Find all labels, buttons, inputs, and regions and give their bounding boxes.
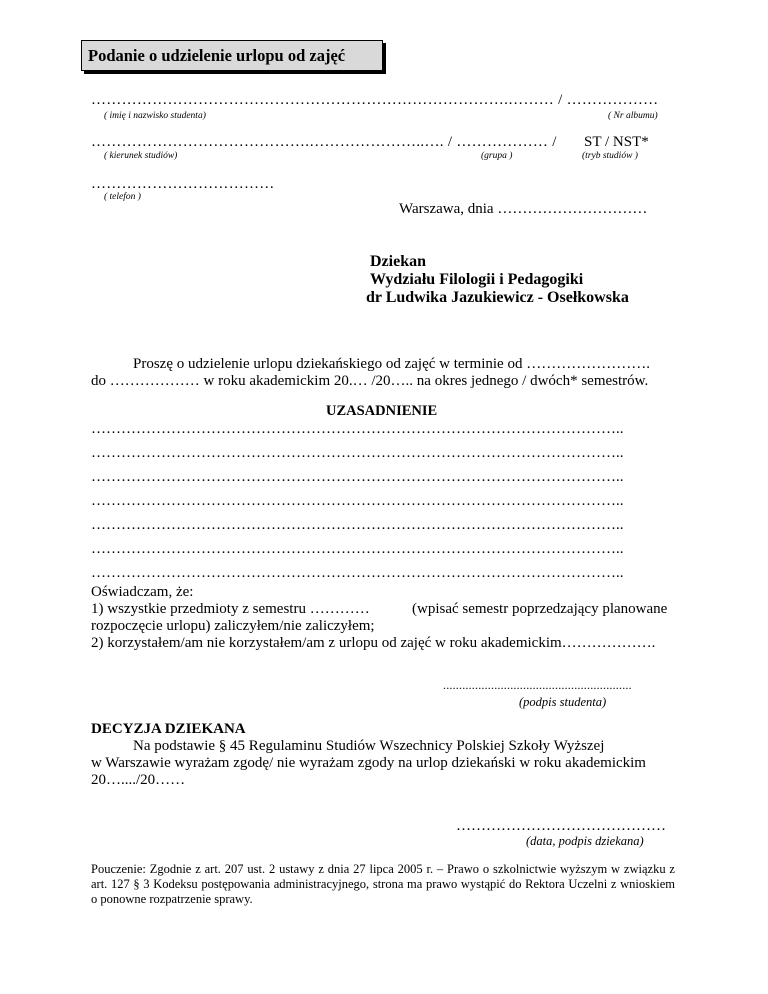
dean-signature-line[interactable]: …………………………………… [456, 818, 666, 834]
album-number-caption: ( Nr albumu) [608, 111, 658, 121]
dean-signature-caption: (data, podpis dziekana) [526, 834, 644, 848]
justification-line[interactable]: …………………………………………………………………………………………….. [91, 565, 624, 581]
addressee-title: Dziekan [370, 253, 426, 270]
declaration-item-1-end: rozpoczęcie urlopu) zaliczyłem/nie zaliczyłem; [91, 618, 375, 634]
decision-line-3: 20…..../20…… [91, 772, 186, 788]
justification-line[interactable]: …………………………………………………………………………………………….. [91, 517, 624, 533]
phone-field[interactable]: ……………………………… [91, 176, 275, 192]
declaration-item-1-start: 1) wszystkie przedmioty z semestru ………… [91, 601, 370, 617]
justification-line[interactable]: …………………………………………………………………………………………….. [91, 541, 624, 557]
justification-line[interactable]: …………………………………………………………………………………………….. [91, 421, 624, 437]
justification-line[interactable]: …………………………………………………………………………………………….. [91, 493, 624, 509]
student-signature-caption: (podpis studenta) [519, 695, 607, 709]
field-of-study-caption: ( kierunek studiów) [104, 151, 178, 161]
declaration-item-1-note: (wpisać semestr poprzedzający planowane [412, 601, 668, 617]
justification-line[interactable]: …………………………………………………………………………………………….. [91, 469, 624, 485]
addressee-name: dr Ludwika Jazukiewicz - Osełkowska [366, 289, 629, 306]
study-mode-caption: (tryb studiów ) [582, 151, 638, 161]
form-title: Podanie o udzielenie urlopu od zajęć [81, 40, 383, 71]
study-mode-options[interactable]: ST / NST* [584, 134, 649, 150]
phone-caption: ( telefon ) [104, 192, 141, 202]
request-line-2: do ……………… w roku akademickim 20.… /20….. na okres jednego / dwóch* semestrów. [91, 373, 649, 389]
declaration-item-2: 2) korzystałem/am nie korzystałem/am z urlopu od zajęć w roku akademickim………………. [91, 635, 656, 651]
decision-heading: DECYZJA DZIEKANA [91, 721, 246, 737]
legal-notice: Pouczenie: Zgodnie z art. 207 ust. 2 ustawy z dnia 27 lipca 2005 r. – Prawo o szkolnictwie wyższym w związku z art. 127 § 3 Kodeksu postępowania administracyjnego, strona ma prawo wystąpić do Rektora Uczelni z wnioskiem o ponowne rozpatrzenie sprawy. [91, 862, 675, 906]
request-line-1: Proszę o udzielenie urlopu dziekańskiego od zajęć w terminie od ……………………. [133, 356, 650, 372]
justification-line[interactable]: …………………………………………………………………………………………….. [91, 445, 624, 461]
student-name-caption: ( imię i nazwisko studenta) [104, 111, 206, 121]
decision-line-1: Na podstawie § 45 Regulaminu Studiów Wszechnicy Polskiej Szkoły Wyższej [133, 738, 605, 754]
student-signature-line[interactable]: ........................................................... [443, 678, 632, 692]
declaration-intro: Oświadczam, że: [91, 584, 194, 600]
group-caption: (grupa ) [481, 151, 513, 161]
addressee-faculty: Wydziału Filologii i Pedagogiki [370, 271, 584, 288]
field-group-field[interactable]: …………………………………….…………………..…. / ……………… / [91, 134, 557, 150]
decision-line-2: w Warszawie wyrażam zgodę/ nie wyrażam zgody na urlop dziekański w roku akademickim [91, 755, 646, 771]
justification-heading: UZASADNIENIE [326, 403, 438, 419]
student-name-album-field[interactable]: ……………………………………………………………………….……… / ……………… [91, 92, 659, 108]
place-date-field[interactable]: Warszawa, dnia ………………………… [399, 201, 648, 217]
